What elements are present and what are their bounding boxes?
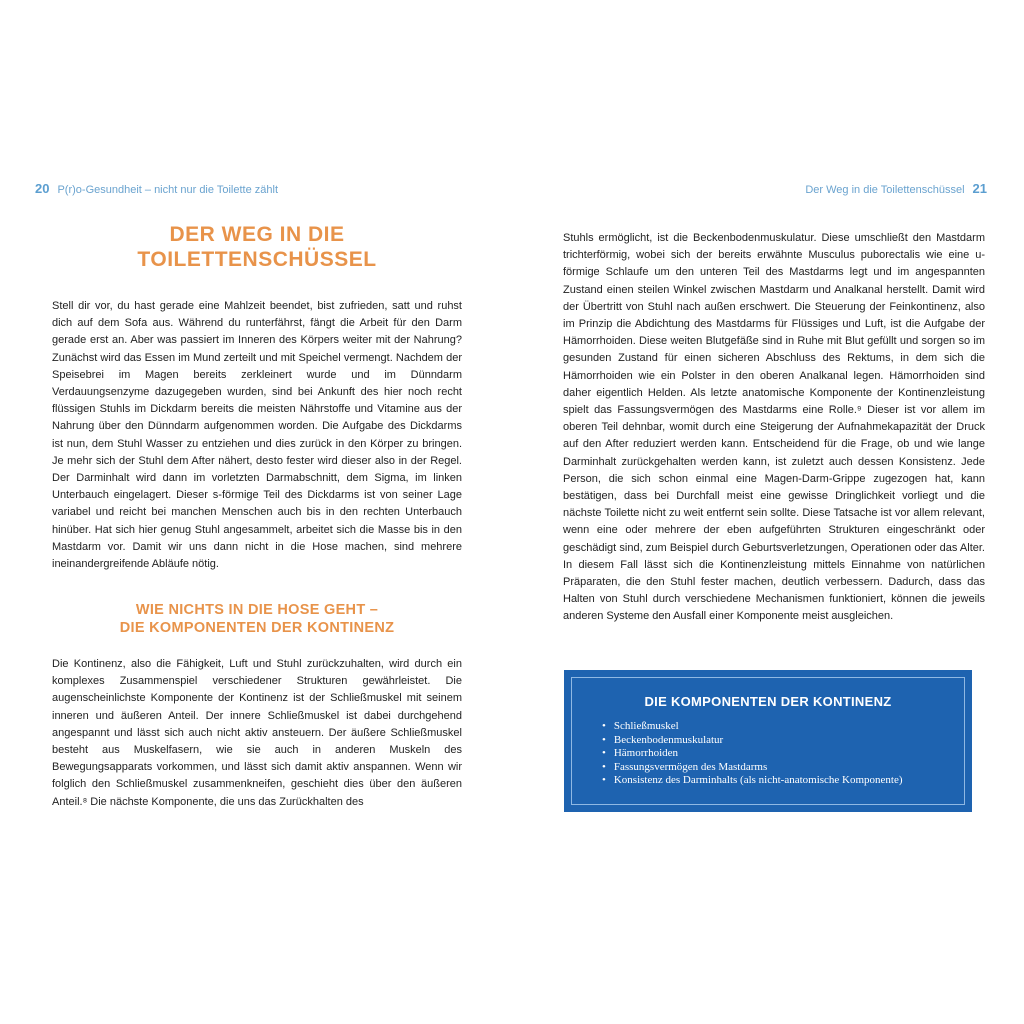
paragraph-text: Stell dir vor, du hast gerade eine Mahlzeit beendet, bist zufrieden, satt und ruhst dich auf dem Sofa aus. Während du runterfährst, fängt die Arbeit für den Darm gerade erst an. Aber was passiert im Inneren des Körpers weiter mit der Nahrung? Zunächst wird das Essen im Mund zerteilt und mit Speichel vermengt. Nachdem der Speisebrei im Magen bereits zerkleinert wurde und im Dünndarm Verdauungsenzyme dazugegeben wurden, sind bei Ankunft des hier noch recht flüssigen Stuhls im Dickdarm bereits die meisten Nährstoffe und Vitamine aus der Nahrung über den Dünndarm aufgenommen worden. Die Aufgabe des Dickdarms ist nun, dem Stuhl Wasser zu entziehen und dies zurück in den Körper zu bringen. Je mehr sich der Stuhl dem After nähert, desto fester wird dieser also in der Regel. Der Darminhalt wird dann im vorletzten Darmabschnitt, dem Sigma, im linken Unterbauch eingelagert. Dieser s-förmige Teil des Dickdarms ist von seiner Lage variabel und reicht bei manchen Menschen auch bis in den rechten Unterbauch hinüber. Hat sich hier genug Stuhl angesammelt, arbeitet sich die Masse bis in den Mastdarm vor. Damit wir uns dann nicht in die Hose machen, sind mehrere ineinandergreifende Abläufe nötig. [52,300,462,571]
section-heading-line-1: WIE NICHTS IN DIE HOSE GEHT – [135,602,379,618]
list-item: • Beckenbodenmuskulatur [602,734,903,748]
info-box-list [602,720,903,788]
list-item: • Konsistenz des Darminhalts (als nicht-anatomische Komponente) [602,774,903,788]
chapter-title-line-2: TOILETTENSCHÜSSEL [137,248,377,271]
page-number-right: 21 [972,181,987,196]
running-header-text-right: Der Weg in die Toilettenschüssel [805,184,965,196]
list-item: • Hämorrhoiden [602,747,903,761]
chapter-title-line-1: DER WEG IN DIE [169,223,345,246]
list-item: • Fassungsvermögen des Mastdarms [602,761,903,775]
chapter-title [52,222,462,272]
info-box-frame [571,677,965,805]
paragraph-text: Stuhls ermöglicht, ist die Beckenbodenmuskulatur. Diese umschließt den Mastdarm trichterförmig, wobei sich der bereits erwähnte Musculus puborectalis wie eine u-förmige Schlaufe um den unteren Teil des Mastdarms legt und im angespannten Zustand einen steilen Winkel zwischen Mastdarm und Analkanal herstellt. Damit wird der Übertritt von Stuhl nach außen erschwert. Die Steuerung der Feinkontinenz, also im Prinzip die Abdichtung des Mastdarms für Flüssiges und Luft, ist die Aufgabe der Hämorrhoiden. Diese weiten Blutgefäße sind in Ruhe mit Blut gefüllt und sorgen so im gesunden Zustand für einen sicheren Abschluss des Rektums, in dem sich die Hämorrhoiden wie ein Polster in den oberen Analkanal legen. Hämorrhoiden sind daher eigentlich Helden. Als letzte anatomische Komponente der Kontinenzleistung spielt das Fassungsvermögen des Mastdarms eine Rolle.⁹ Dieser ist vor allem im oberen Teil dehnbar, womit durch eine Steigerung der Aufnahmekapazität der Druck auf den After reduziert werden kann. Entscheidend für die Frage, ob und wie lange Darminhalt zurückgehalten werden kann, ist zuletzt auch dessen Konsistenz. Jede Person, die sich schon einmal eine Magen-Darm-Grippe zugezogen hat, kann bestätigen, dass bei Durchfall meist eine gewisse Dringlichkeit vorliegt und die nächste Toilette nicht zu weit entfernt sein sollte. Diese Tatsache ist vor allem relevant, wenn eine oder mehrere der eben aufgeführten Strukturen eingeschränkt oder geschädigt sind, zum Beispiel durch Geburtsverletzungen, Operationen oder das Alter. In diesem Fall lässt sich die Kontinenzleistung mittels Einnahme von natürlichen Präparaten, die den Stuhl fester machen, deutlich verbessern. Dadurch, dass das Halten von Stuhl durch verschiedene Mechanismen funktioniert, können die jeweils anderen Systeme den Ausfall einer Komponente meist ausgleichen. [563,232,985,623]
info-box-title: DIE KOMPONENTEN DER KONTINENZ [644,694,892,709]
section-heading [52,601,462,637]
running-header-left [35,181,278,196]
running-header-right [805,181,987,196]
body-paragraph-1 [52,298,462,573]
info-box [564,670,972,812]
paragraph-text: Die Kontinenz, also die Fähigkeit, Luft und Stuhl zurückzuhalten, wird durch ein komplexes Zusammenspiel verschiedener Strukturen gewährleistet. Die augenscheinlichste Komponente der Kontinenz ist der Schließmuskel mit seinem inneren und äußeren Anteil. Der innere Schließmuskel ist dabei durchgehend angespannt und lässt sich auch nicht aktiv ansteuern. Der äußere Schließmuskel besteht aus Muskelfasern, wie sie auch in anderen Muskeln des Bewegungsapparats vorkommen, und lässt sich damit aktiv anspannen. Wenn wir folglich den Schließmuskel zusammenkneifen, geschieht dies über den äußeren Anteil.⁸ Die nächste Komponente, die uns das Zurückhalten des [52,658,462,808]
right-page [512,0,1024,1024]
body-paragraph-3 [563,230,985,626]
body-paragraph-2 [52,656,462,811]
page-number-left: 20 [35,181,50,196]
section-heading-line-2: DIE KOMPONENTEN DER KONTINENZ [119,620,395,636]
list-item: • Schließmuskel [602,720,903,734]
running-header-text-left: P(r)o-Gesundheit – nicht nur die Toilette zählt [57,184,278,196]
